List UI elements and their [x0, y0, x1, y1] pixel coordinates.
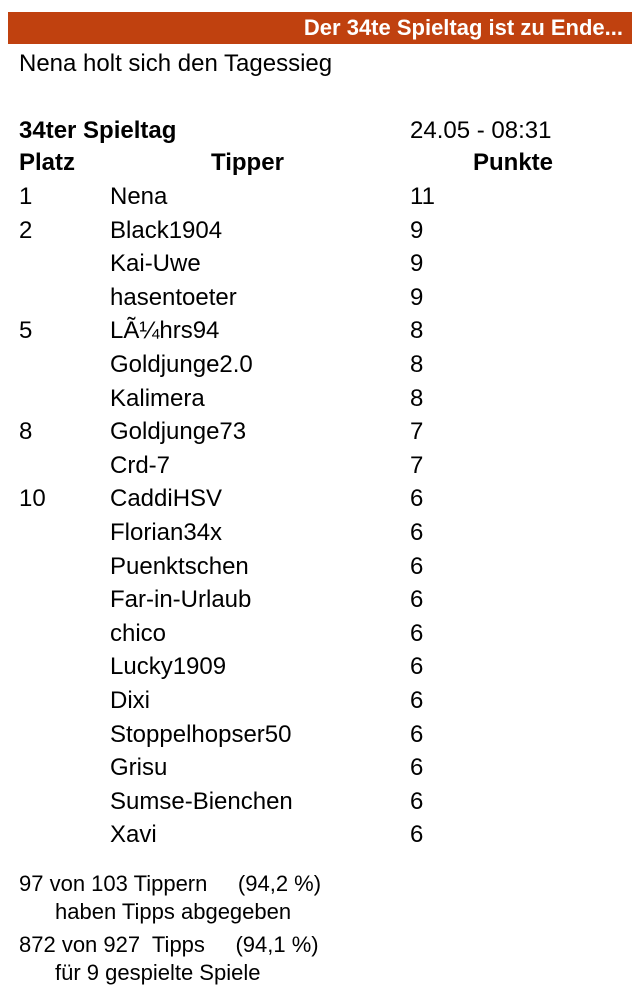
tipper-name-cell: Crd-7	[110, 451, 171, 479]
footer-line-4: für 9 gespielte Spiele	[55, 960, 261, 985]
points-cell: 9	[410, 283, 424, 311]
points-cell: 6	[410, 586, 424, 614]
tipper-name-cell: Grisu	[110, 754, 168, 782]
table-row	[0, 617, 643, 651]
tipper-name-cell: Black1904	[110, 216, 223, 244]
tipper-name-cell: Lucky1909	[110, 653, 227, 681]
table-row	[0, 348, 643, 382]
tipper-name-cell: Goldjunge2.0	[110, 351, 253, 378]
footer-line-1: 97 von 103 Tippern (94,2 %)	[19, 871, 322, 896]
header-rank: Platz	[19, 149, 76, 176]
tipper-name-cell: Sumse-Bienchen	[110, 787, 293, 815]
tipper-name-cell: LÃ¼hrs94	[110, 317, 220, 345]
table-row	[0, 751, 643, 785]
rank-cell: 10	[19, 485, 46, 513]
tipper-name-cell: Kai-Uwe	[110, 250, 201, 278]
points-cell: 6	[410, 787, 424, 815]
subtitle: Nena holt sich den Tagessieg	[19, 50, 333, 77]
table-row	[0, 684, 643, 718]
points-cell: 7	[410, 418, 424, 446]
tipper-name-cell: Xavi	[110, 821, 157, 849]
table-row	[0, 516, 643, 550]
table-row	[0, 482, 643, 516]
points-cell: 9	[410, 250, 424, 278]
table-row	[0, 314, 643, 348]
table-row	[0, 818, 643, 852]
points-cell: 6	[410, 519, 424, 546]
table-row	[0, 785, 643, 819]
tipper-name-cell: chico	[110, 619, 167, 647]
table-row	[0, 382, 643, 416]
points-cell: 9	[410, 216, 424, 244]
table-row	[0, 281, 643, 315]
tipper-name-cell: Far-in-Urlaub	[110, 586, 252, 614]
tipper-name-cell: Puenktschen	[110, 552, 249, 580]
tipper-name-cell: Nena	[110, 183, 168, 210]
tipper-name-cell: Stoppelhopser50	[110, 720, 292, 748]
rank-cell: 5	[19, 317, 33, 345]
tipper-name-cell: CaddiHSV	[110, 485, 223, 513]
points-cell: 6	[410, 687, 424, 714]
table-row	[0, 650, 643, 684]
rank-cell: 8	[19, 418, 33, 446]
points-cell: 6	[410, 821, 424, 849]
points-cell: 6	[410, 754, 424, 782]
table-row	[0, 718, 643, 752]
points-cell: 6	[410, 552, 424, 580]
points-cell: 6	[410, 619, 424, 647]
points-cell: 6	[410, 653, 424, 681]
datetime-label: 24.05 - 08:31	[410, 117, 552, 144]
footer-line-2: haben Tipps abgegeben	[55, 899, 292, 924]
tipper-name-cell: Florian34x	[110, 519, 223, 546]
matchday-label: 34ter Spieltag	[19, 117, 177, 144]
points-cell: 8	[410, 384, 424, 412]
banner-title: Der 34te Spieltag ist zu Ende...	[8, 12, 632, 44]
points-cell: 11	[410, 183, 435, 210]
table-row	[0, 449, 643, 483]
table-row	[0, 550, 643, 584]
tipper-name-cell: Goldjunge73	[110, 418, 247, 446]
table-row	[0, 247, 643, 281]
tipper-name-cell: hasentoeter	[110, 283, 237, 311]
header-points: Punkte	[473, 149, 554, 176]
points-cell: 7	[410, 451, 424, 479]
points-cell: 6	[410, 720, 424, 748]
table-row	[0, 415, 643, 449]
tipper-name-cell: Dixi	[110, 687, 150, 714]
table-row	[0, 583, 643, 617]
rank-cell: 1	[19, 183, 33, 210]
tipper-name-cell: Kalimera	[110, 384, 205, 412]
table-row	[0, 214, 643, 248]
footer-line-3: 872 von 927 Tipps (94,1 %)	[19, 932, 319, 957]
rank-cell: 2	[19, 216, 33, 244]
table-row	[0, 180, 643, 214]
points-cell: 8	[410, 351, 424, 378]
points-cell: 6	[410, 485, 424, 513]
header-name: Tipper	[211, 149, 284, 176]
points-cell: 8	[410, 317, 424, 345]
